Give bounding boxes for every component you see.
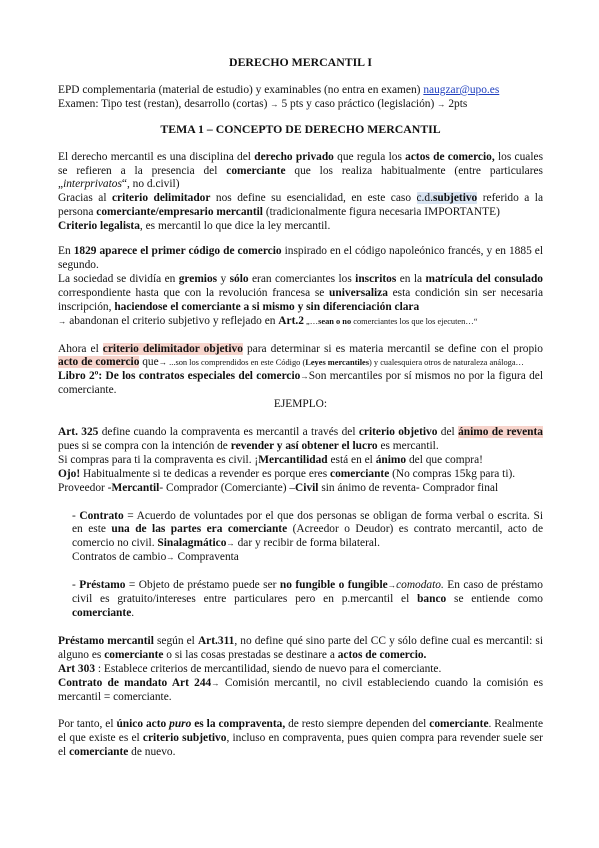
- paragraph-3: Criterio legalista, es mercantil lo que dice la ley mercantil.: [58, 220, 331, 233]
- prestamo-text: - Préstamo = Objeto de préstamo puede ser no fungible o fungible→comodato. En caso de préstamo civil es gratuito/intereses entre particulares pero en p.mercantil el banco se entiende como comerciante.: [72, 579, 543, 619]
- arrow-icon: →: [211, 678, 220, 688]
- contrato-text: - Contrato = Acuerdo de voluntades por el que dos personas se obligan de forma verbal o escrita. Si en este una de las partes era comerciante (Acreedor o Deudor) es contrato mercantil, acto de comercio no civil. Sinalagmático→ dar y recibir de forma bilateral.: [72, 509, 543, 550]
- email-link[interactable]: naugzar@upo.es: [423, 83, 500, 96]
- arrow-icon: →: [437, 99, 446, 109]
- document-title: DERECHO MERCANTIL I: [229, 55, 372, 69]
- paragraph-15: Contrato de mandato Art 244→ Comisión mercantil, no civil estableciendo cuando la comisión es mercantil = comerciante.: [58, 676, 544, 703]
- paragraph-10: Si compras para ti la compraventa es civil. ¡Mercantilidad está en el ánimo del que compra!: [58, 453, 483, 466]
- arrow-icon: →: [270, 99, 279, 109]
- arrow-icon: →: [226, 539, 235, 549]
- paragraph-8: Libro 2º: De los contratos especiales del comercio→Son mercantiles por sí mismos no por la figura del comerciante.: [58, 370, 543, 397]
- intro-line-2: [58, 98, 543, 112]
- exam-text: Examen: Tipo test (restan), desarrollo (cortas): [58, 97, 271, 110]
- paragraph-13: Préstamo mercantil según el Art.311, no define qué sino parte del CC y sólo define cual es mercantil: si alguno es comerciante o si las cosas prestadas se destinare a actos de comercio.: [58, 634, 543, 661]
- paragraph-2: Gracias al criterio delimitador nos define su esencialidad, en este caso c.d.subjetivo referido a la persona comerciante/empresario mercantil (tradicionalmente figura necesaria IMPORTANTE): [58, 192, 544, 219]
- contrato-cambio: Contratos de cambio→ Compraventa: [72, 551, 239, 564]
- document-page: [58, 56, 543, 760]
- paragraph-4: En 1829 aparece el primer código de comercio inspirado en el código napoleónico francés, y en 1885 el segundo.: [58, 245, 543, 271]
- paragraph-9: Art. 325 define cuando la compraventa es mercantil a través del criterio objetivo del ánimo de reventa pues si se compra con la intención de revender y así obtener el lucro es mercantil.: [58, 426, 543, 452]
- example-heading: EJEMPLO:: [273, 398, 328, 411]
- paragraph-5: La sociedad se dividía en gremios y sólo eran comerciantes los inscritos en la matrícula del consulado correspondiente hasta que con la revolución francesa se universaliza esta condición sin ser necesaria inscripción, haciendose el comerciante a si mismo y sin diferenciación clara: [58, 272, 543, 313]
- paragraph-16: Por tanto, el único acto puro es la compraventa, de resto siempre dependen del comerciante. Realmente el que existe es el criterio subjetivo, incluso en compraventa, pues quien compra para revender suele ser el comerciante de nuevo.: [58, 718, 543, 759]
- section-title: TEMA 1 – CONCEPTO DE DERECHO MERCANTIL: [160, 121, 441, 136]
- intro-text: EPD complementaria (material de estudio) y examinables (no entra en examen): [58, 83, 424, 96]
- paragraph-7: Ahora el criterio delimitador objetivo para determinar si es materia mercantil se define con el propio acto de comercio que→ ...son los comprendidos en este Código (Leyes mercantiles) y cualesquiera otros de naturaleza análoga…: [58, 342, 544, 369]
- paragraph-14: Art 303 : Establece criterios de mercantilidad, siendo de nuevo para el comerciante.: [58, 662, 442, 675]
- arrow-icon: →: [166, 553, 175, 563]
- exam-text-2: 5 pts y caso práctico (legislación): [278, 97, 438, 110]
- paragraph-12: Proveedor -Mercantil- Comprador (Comerciante) –Civil sin ánimo de reventa- Comprador final: [58, 481, 499, 494]
- paragraph-6: → abandonan el criterio subjetivo y reflejado en Art.2 „…sean o no comerciantes los que los ejecuten…“: [58, 314, 478, 327]
- arrow-icon: →: [300, 372, 309, 382]
- arrow-icon: →: [387, 581, 397, 591]
- arrow-icon: →: [158, 358, 168, 368]
- paragraph-11: Ojo! Habitualmente si te dedicas a revender es porque eres comerciante (No compras 15kg para ti).: [58, 467, 516, 480]
- contrato-block: [58, 510, 543, 621]
- exam-text-3: 2pts: [445, 97, 468, 110]
- paragraph-1: El derecho mercantil es una disciplina del derecho privado que regula los actos de comercio, los cuales se refieren a la presencia del comerciante que los realiza habitualmente (entre particulares „interprivatos“, no d.civil): [58, 150, 544, 191]
- intro-line-1: [58, 84, 543, 98]
- arrow-icon: →: [58, 316, 67, 326]
